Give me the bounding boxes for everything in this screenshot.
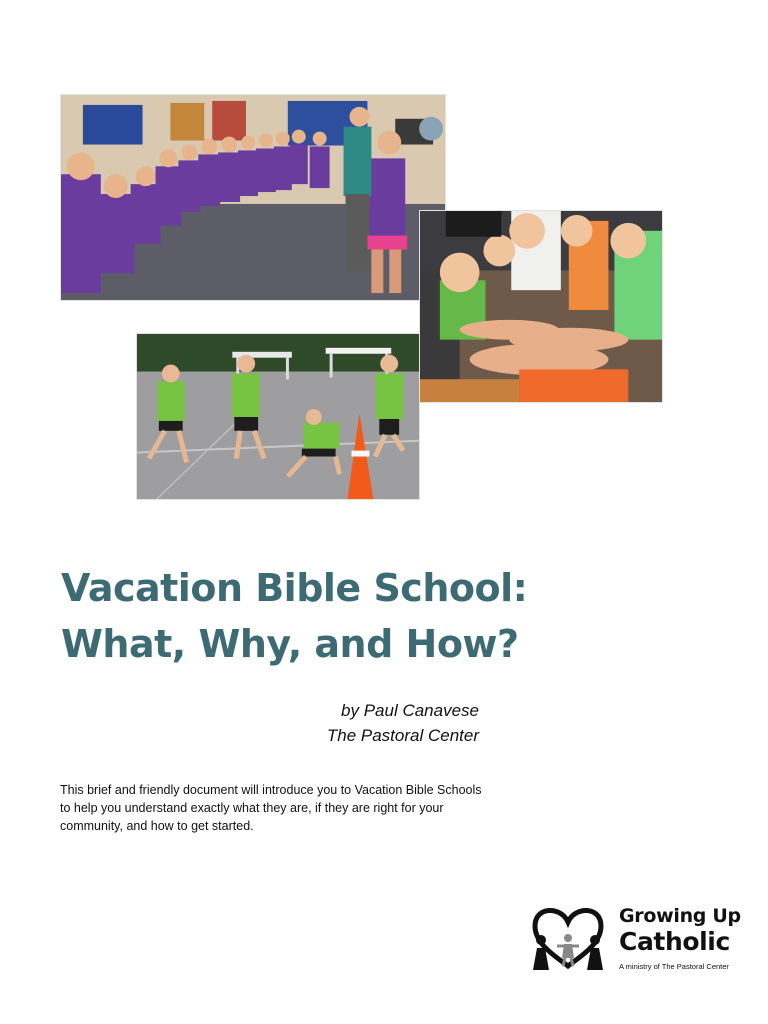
classroom-photo-graphic — [61, 95, 445, 300]
intro-paragraph: This brief and friendly document will introduce you to Vacation Bible Schools to help you understand exactly what they are, if they are right for your community, and how to get started. — [60, 783, 482, 833]
author-name: by Paul Canavese — [341, 701, 479, 720]
logo-text-growing-up: Growing Up — [619, 905, 741, 927]
photo-hands-together — [419, 210, 663, 403]
logo-tagline: A ministry of The Pastoral Center — [619, 962, 729, 971]
document-title — [61, 560, 541, 672]
photo-classroom-kids-singing — [60, 94, 446, 301]
title-line-2: What, Why, and How? — [61, 622, 519, 666]
growing-up-catholic-logo — [527, 904, 741, 976]
outdoor-photo-graphic — [137, 334, 419, 499]
photo-outdoor-game — [136, 333, 420, 500]
hands-photo-graphic — [420, 211, 662, 402]
logo-text-catholic: Catholic — [619, 927, 730, 956]
byline — [327, 698, 479, 748]
author-organization: The Pastoral Center — [326, 726, 479, 745]
family-heart-icon — [527, 904, 609, 972]
title-line-1: Vacation Bible School: — [61, 566, 528, 610]
